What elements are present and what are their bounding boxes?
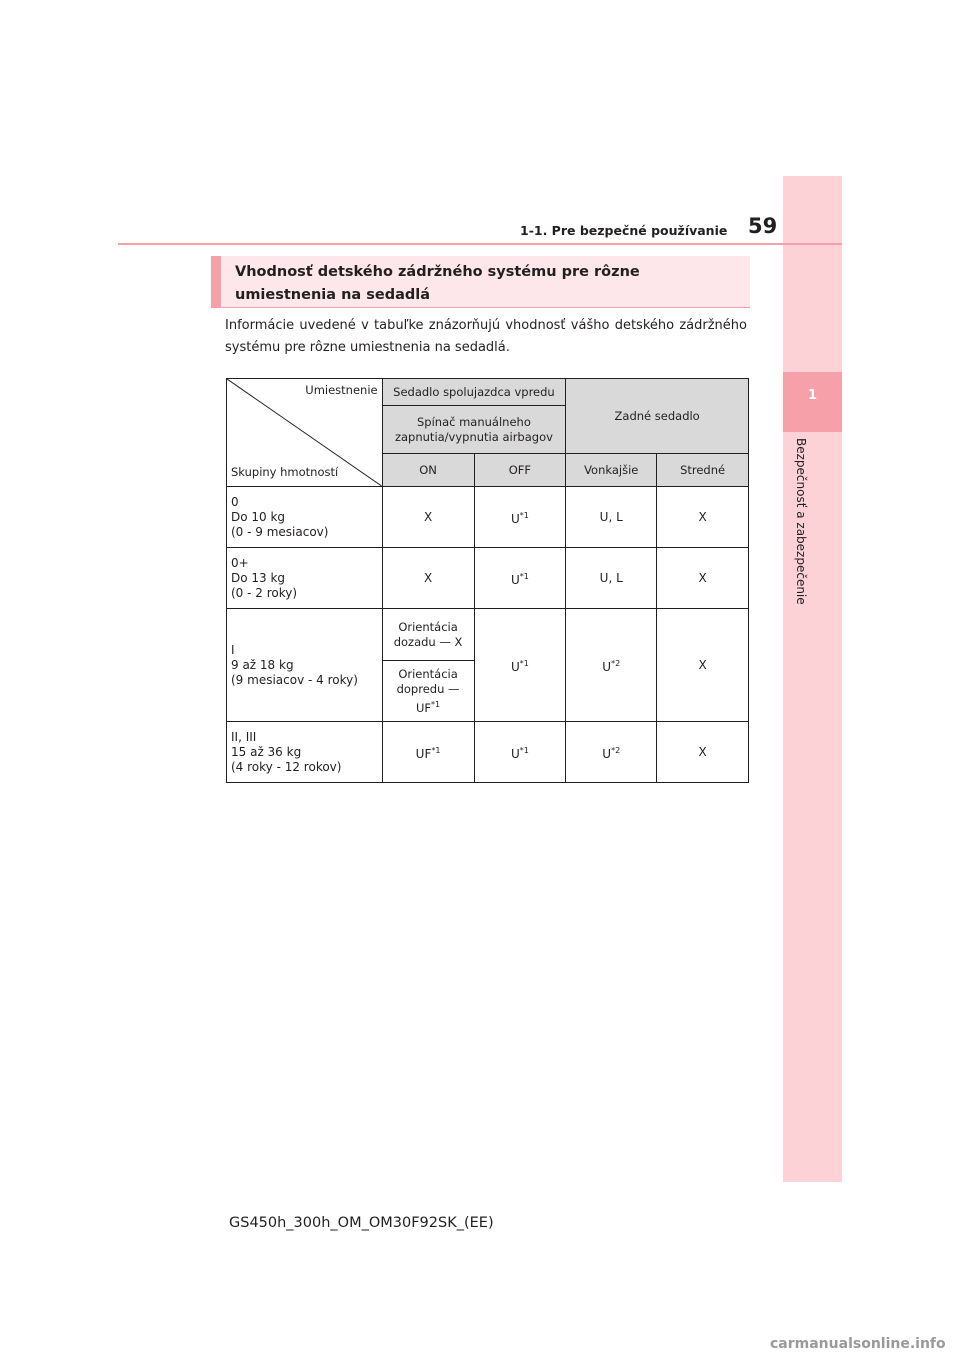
group-id: II, III [231, 729, 257, 744]
footer-doc-code: GS450h_300h_OM_OM30F92SK_(EE) [229, 1215, 494, 1231]
table-row [227, 609, 749, 661]
group-id: 0 [231, 494, 239, 509]
outer-cell: U, L [566, 487, 657, 548]
middle-cell: X [657, 722, 749, 783]
middle-cell: X [657, 609, 749, 722]
front-seat-header: Sedadlo spolujazdca vpredu [382, 379, 566, 406]
chapter-side-band [783, 176, 842, 1182]
group-cell [227, 487, 383, 548]
chapter-number: 1 [807, 388, 818, 403]
col-off-header: OFF [474, 454, 566, 487]
header-section: 1-1. Pre bezpečné používanie [520, 223, 728, 238]
group-cell [227, 722, 383, 783]
group-weight: 9 až 18 kg [231, 657, 294, 672]
group-id: I [231, 642, 235, 657]
page-number: 59 [748, 214, 778, 238]
section-title: Vhodnosť detského zádržného systému pre rôzne umiestnenia na sedadlá [235, 264, 640, 303]
corner-location-label: Umiestnenie [305, 383, 378, 397]
watermark: carmanualsonline.info [770, 1336, 946, 1352]
group-age: (4 roky - 12 rokov) [231, 759, 342, 774]
off-cell: $U^{*1}$ [474, 609, 566, 722]
on-cell: X [382, 548, 474, 609]
table-row [227, 548, 749, 609]
on-cell: X [382, 487, 474, 548]
header-rule [118, 243, 842, 245]
rear-seat-header: Zadné sedadlo [566, 379, 749, 454]
middle-cell: X [657, 548, 749, 609]
off-cell: $U^{*1}$ [474, 548, 566, 609]
group-age: (0 - 2 roky) [231, 585, 298, 600]
chapter-title: Bezpečnosť a zabezpečenie [794, 438, 808, 605]
group-cell [227, 609, 383, 722]
table-row [227, 722, 749, 783]
child-seat-suitability-table [226, 378, 749, 783]
group-weight: Do 13 kg [231, 570, 286, 585]
outer-cell: U, L [566, 548, 657, 609]
col-on-header: ON [382, 454, 474, 487]
group-id: 0+ [231, 555, 249, 570]
group-age: (9 mesiacov - 4 roky) [231, 672, 358, 687]
corner-cell [227, 379, 383, 487]
group-cell [227, 548, 383, 609]
group-age: (0 - 9 mesiacov) [231, 524, 329, 539]
group-weight: 15 až 36 kg [231, 744, 302, 759]
section-heading-box [211, 256, 750, 308]
group-weight: Do 10 kg [231, 509, 286, 524]
col-middle-header: Stredné [657, 454, 749, 487]
table-row [227, 487, 749, 548]
outer-cell: $U^{*2}$ [566, 609, 657, 722]
airbag-switch-header: Spínač manuálneho zapnutia/vypnutia airbagov [382, 406, 566, 454]
middle-cell: X [657, 487, 749, 548]
on-cell: UF$^{*1}$ [382, 722, 474, 783]
on-cell-rear-facing: Orientácia dozadu — X [382, 609, 474, 661]
on-cell-forward-facing: Orientácia dopredu — UF$^{*1}$ [382, 661, 474, 722]
off-cell: $U^{*1}$ [474, 722, 566, 783]
off-cell: $U^{*1}$ [474, 487, 566, 548]
intro-paragraph: Informácie uvedené v tabuľke znázorňujú vhodnosť vášho detského zádržného systému pre rôzne umiestnenia na sedadlá. [225, 318, 747, 355]
corner-group-label: Skupiny hmotností [231, 465, 339, 479]
outer-cell: $U^{*2}$ [566, 722, 657, 783]
col-outer-header: Vonkajšie [566, 454, 657, 487]
